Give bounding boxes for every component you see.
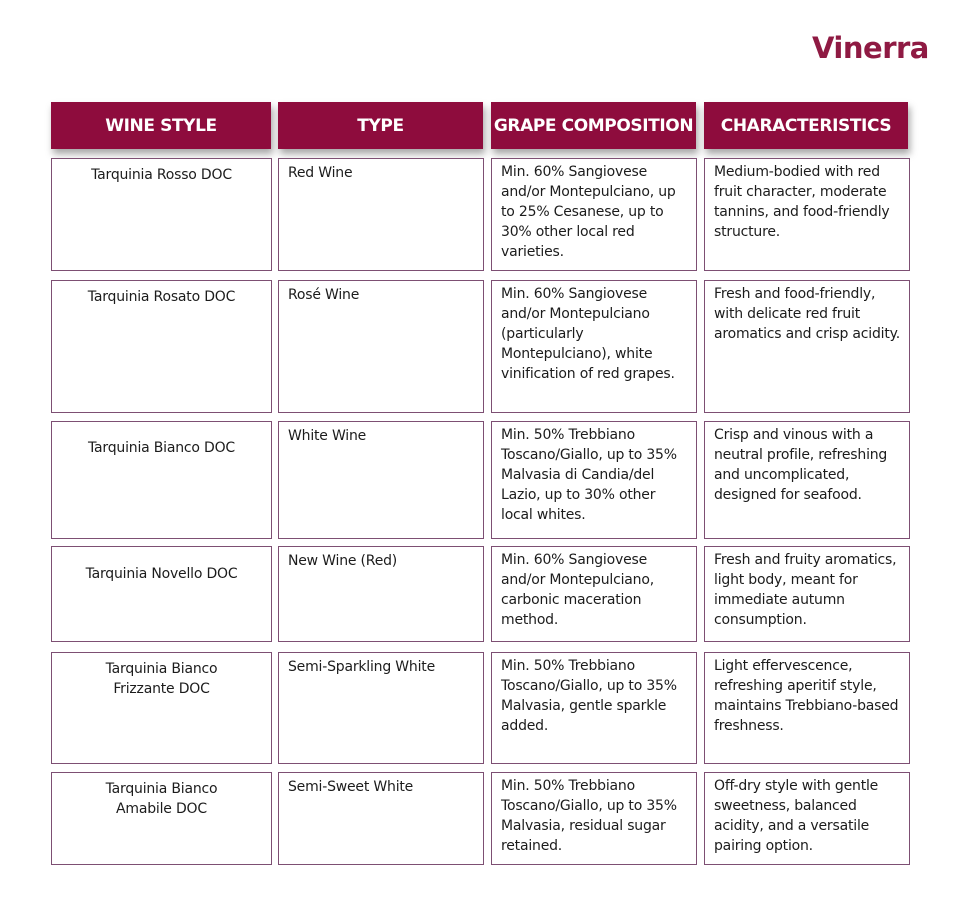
cell-grape-composition: Min. 50% Trebbiano Toscano/Giallo, up to 35% Malvasia, gentle sparkle added. — [491, 652, 697, 764]
cell-wine-style: Tarquinia Rosso DOC — [51, 158, 272, 271]
cell-wine-style: Tarquinia Bianco DOC — [51, 421, 272, 539]
header-characteristics: CHARACTERISTICS — [704, 102, 908, 149]
cell-grape-composition: Min. 50% Trebbiano Toscano/Giallo, up to 35% Malvasia, residual sugar retained. — [491, 772, 697, 865]
cell-grape-composition: Min. 50% Trebbiano Toscano/Giallo, up to 35% Malvasia di Candia/del Lazio, up to 30% other local whites. — [491, 421, 697, 539]
cell-grape-composition: Min. 60% Sangiovese and/or Montepulciano (particularly Montepulciano), white vinification of red grapes. — [491, 280, 697, 413]
cell-type: Red Wine — [278, 158, 484, 271]
cell-type: New Wine (Red) — [278, 546, 484, 642]
cell-type: Semi-Sweet White — [278, 772, 484, 865]
cell-characteristics: Fresh and food-friendly, with delicate red fruit aromatics and crisp acidity. — [704, 280, 910, 413]
cell-wine-style: Tarquinia Bianco Frizzante DOC — [51, 652, 272, 764]
cell-type: Rosé Wine — [278, 280, 484, 413]
cell-wine-style: Tarquinia Novello DOC — [51, 546, 272, 642]
header-wine-style: WINE STYLE — [51, 102, 271, 149]
cell-characteristics: Off-dry style with gentle sweetness, balanced acidity, and a versatile pairing option. — [704, 772, 910, 865]
cell-characteristics: Light effervescence, refreshing aperitif style, maintains Trebbiano-based freshness. — [704, 652, 910, 764]
cell-characteristics: Medium-bodied with red fruit character, moderate tannins, and food-friendly structure. — [704, 158, 910, 271]
vinerra-logo: Vinerra — [812, 31, 929, 65]
cell-type: Semi-Sparkling White — [278, 652, 484, 764]
cell-grape-composition: Min. 60% Sangiovese and/or Montepulciano, up to 25% Cesanese, up to 30% other local red varieties. — [491, 158, 697, 271]
cell-grape-composition: Min. 60% Sangiovese and/or Montepulciano, carbonic maceration method. — [491, 546, 697, 642]
cell-characteristics: Crisp and vinous with a neutral profile, refreshing and uncomplicated, designed for seafood. — [704, 421, 910, 539]
cell-wine-style: Tarquinia Rosato DOC — [51, 280, 272, 413]
cell-wine-style: Tarquinia Bianco Amabile DOC — [51, 772, 272, 865]
header-grape-composition: GRAPE COMPOSITION — [491, 102, 696, 149]
header-type: TYPE — [278, 102, 483, 149]
cell-type: White Wine — [278, 421, 484, 539]
cell-characteristics: Fresh and fruity aromatics, light body, meant for immediate autumn consumption. — [704, 546, 910, 642]
